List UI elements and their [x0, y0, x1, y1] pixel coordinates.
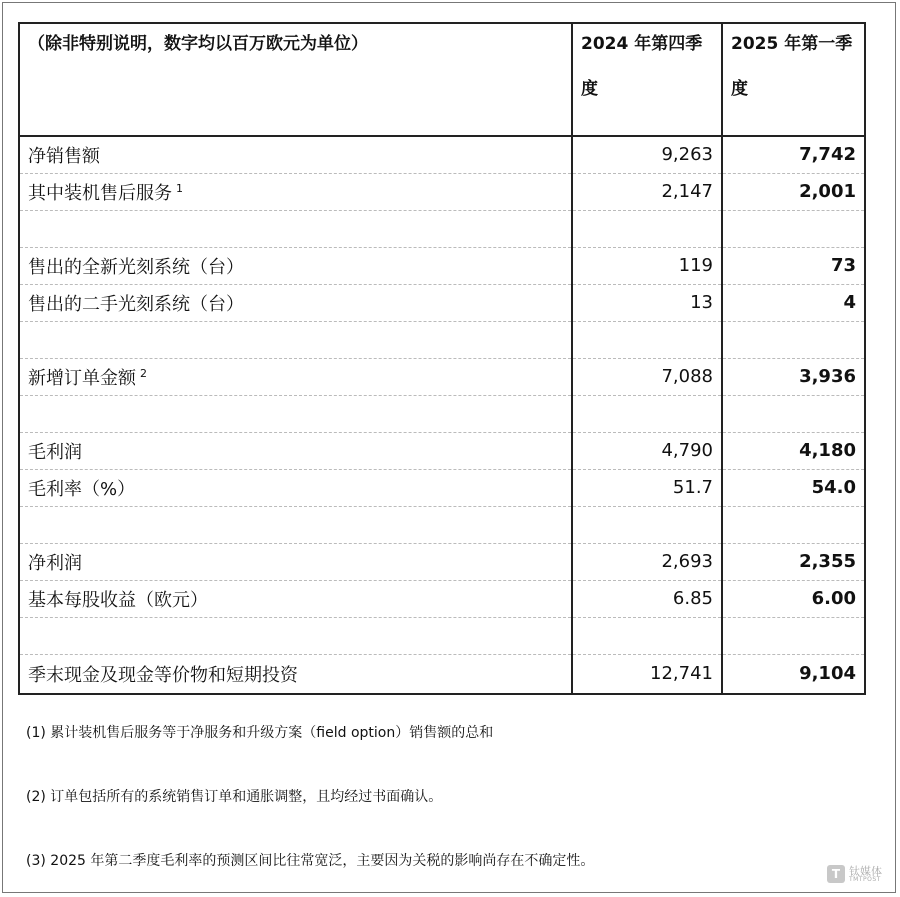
q1-2025-header-line1: 2025 年第一季 — [731, 34, 853, 54]
row-label-text: 净利润 — [28, 552, 82, 574]
table-row — [19, 432, 865, 469]
table-row — [19, 358, 865, 395]
q4-2024-value: 2,693 — [572, 543, 722, 580]
q4-2024-value: 9,263 — [572, 136, 722, 173]
row-label-text: 售出的全新光刻系统（台） — [28, 256, 244, 278]
q4-2024-header-line2: 度 — [581, 79, 598, 99]
q1-2025-value: 73 — [722, 247, 865, 284]
row-label-text: 其中装机售后服务 — [28, 182, 172, 204]
q1-2025-value: 3,936 — [722, 358, 865, 395]
q4-2024-header — [572, 23, 722, 136]
q1-2025-value: 9,104 — [722, 654, 865, 694]
row-label-text: 毛利润 — [28, 441, 82, 463]
row-label — [19, 210, 572, 247]
table-header-row — [19, 23, 865, 136]
table-row — [19, 210, 865, 247]
q1-2025-value — [722, 506, 865, 543]
q1-2025-value: 2,001 — [722, 173, 865, 210]
row-label-text: 基本每股收益（欧元） — [28, 589, 208, 611]
row-label — [19, 469, 572, 506]
q1-2025-value: 54.0 — [722, 469, 865, 506]
row-label — [19, 173, 572, 210]
watermark-text — [849, 866, 882, 883]
q4-2024-value: 6.85 — [572, 580, 722, 617]
table-row — [19, 506, 865, 543]
table-row — [19, 173, 865, 210]
row-label — [19, 506, 572, 543]
q1-2025-value: 7,742 — [722, 136, 865, 173]
q1-2025-value — [722, 395, 865, 432]
q1-2025-value: 4,180 — [722, 432, 865, 469]
watermark-cn: 钛媒体 — [849, 864, 882, 878]
q1-2025-value — [722, 617, 865, 654]
q4-2024-value — [572, 506, 722, 543]
table-row — [19, 469, 865, 506]
q1-2025-header-line2: 度 — [731, 79, 748, 99]
unit-note-header: （除非特别说明，数字均以百万欧元为单位） — [19, 23, 572, 136]
q4-2024-value: 2,147 — [572, 173, 722, 210]
table-row — [19, 247, 865, 284]
q4-2024-value — [572, 321, 722, 358]
q4-2024-value: 13 — [572, 284, 722, 321]
row-label — [19, 617, 572, 654]
q4-2024-value: 51.7 — [572, 469, 722, 506]
tmtpost-logo-icon: T — [827, 865, 845, 883]
watermark-en: TMTPOST — [849, 875, 881, 883]
row-label — [19, 395, 572, 432]
q4-2024-value: 12,741 — [572, 654, 722, 694]
row-label-text: 净销售额 — [28, 145, 100, 167]
row-label-text: 季末现金及现金等价物和短期投资 — [28, 664, 298, 686]
table-body — [19, 136, 865, 694]
q1-2025-value: 4 — [722, 284, 865, 321]
q4-2024-value — [572, 210, 722, 247]
q4-2024-value: 7,088 — [572, 358, 722, 395]
q1-2025-header — [722, 23, 865, 136]
tmtpost-watermark — [827, 865, 882, 883]
row-label — [19, 284, 572, 321]
footnote-2: (2) 订单包括所有的系统销售订单和通胀调整，且均经过书面确认。 — [26, 789, 443, 805]
footnote-ref: 1 — [176, 181, 183, 195]
q1-2025-value: 2,355 — [722, 543, 865, 580]
row-label-text: 新增订单金额 — [28, 367, 136, 389]
row-label — [19, 654, 572, 694]
row-label — [19, 432, 572, 469]
q4-2024-value — [572, 617, 722, 654]
q1-2025-value — [722, 210, 865, 247]
row-label — [19, 580, 572, 617]
q4-2024-value — [572, 395, 722, 432]
q4-2024-header-line1: 2024 年第四季 — [581, 34, 703, 54]
q1-2025-value — [722, 321, 865, 358]
table-row — [19, 395, 865, 432]
table-row — [19, 136, 865, 173]
row-label — [19, 321, 572, 358]
footnote-1: (1) 累计装机售后服务等于净服务和升级方案（field option）销售额的总和 — [26, 725, 494, 741]
table-row — [19, 580, 865, 617]
q4-2024-value: 119 — [572, 247, 722, 284]
row-label — [19, 358, 572, 395]
table-row — [19, 321, 865, 358]
footnote-ref: 2 — [140, 366, 147, 380]
table-row — [19, 284, 865, 321]
q1-2025-value: 6.00 — [722, 580, 865, 617]
financial-summary-table — [18, 22, 866, 695]
table-row — [19, 654, 865, 694]
row-label — [19, 247, 572, 284]
row-label-text: 售出的二手光刻系统（台） — [28, 293, 244, 315]
footnote-3: (3) 2025 年第二季度毛利率的预测区间比往常宽泛，主要因为关税的影响尚存在不确定性。 — [26, 853, 595, 869]
table-row — [19, 543, 865, 580]
row-label — [19, 543, 572, 580]
table-row — [19, 617, 865, 654]
row-label-text: 毛利率（%） — [28, 478, 136, 500]
row-label — [19, 136, 572, 173]
q4-2024-value: 4,790 — [572, 432, 722, 469]
